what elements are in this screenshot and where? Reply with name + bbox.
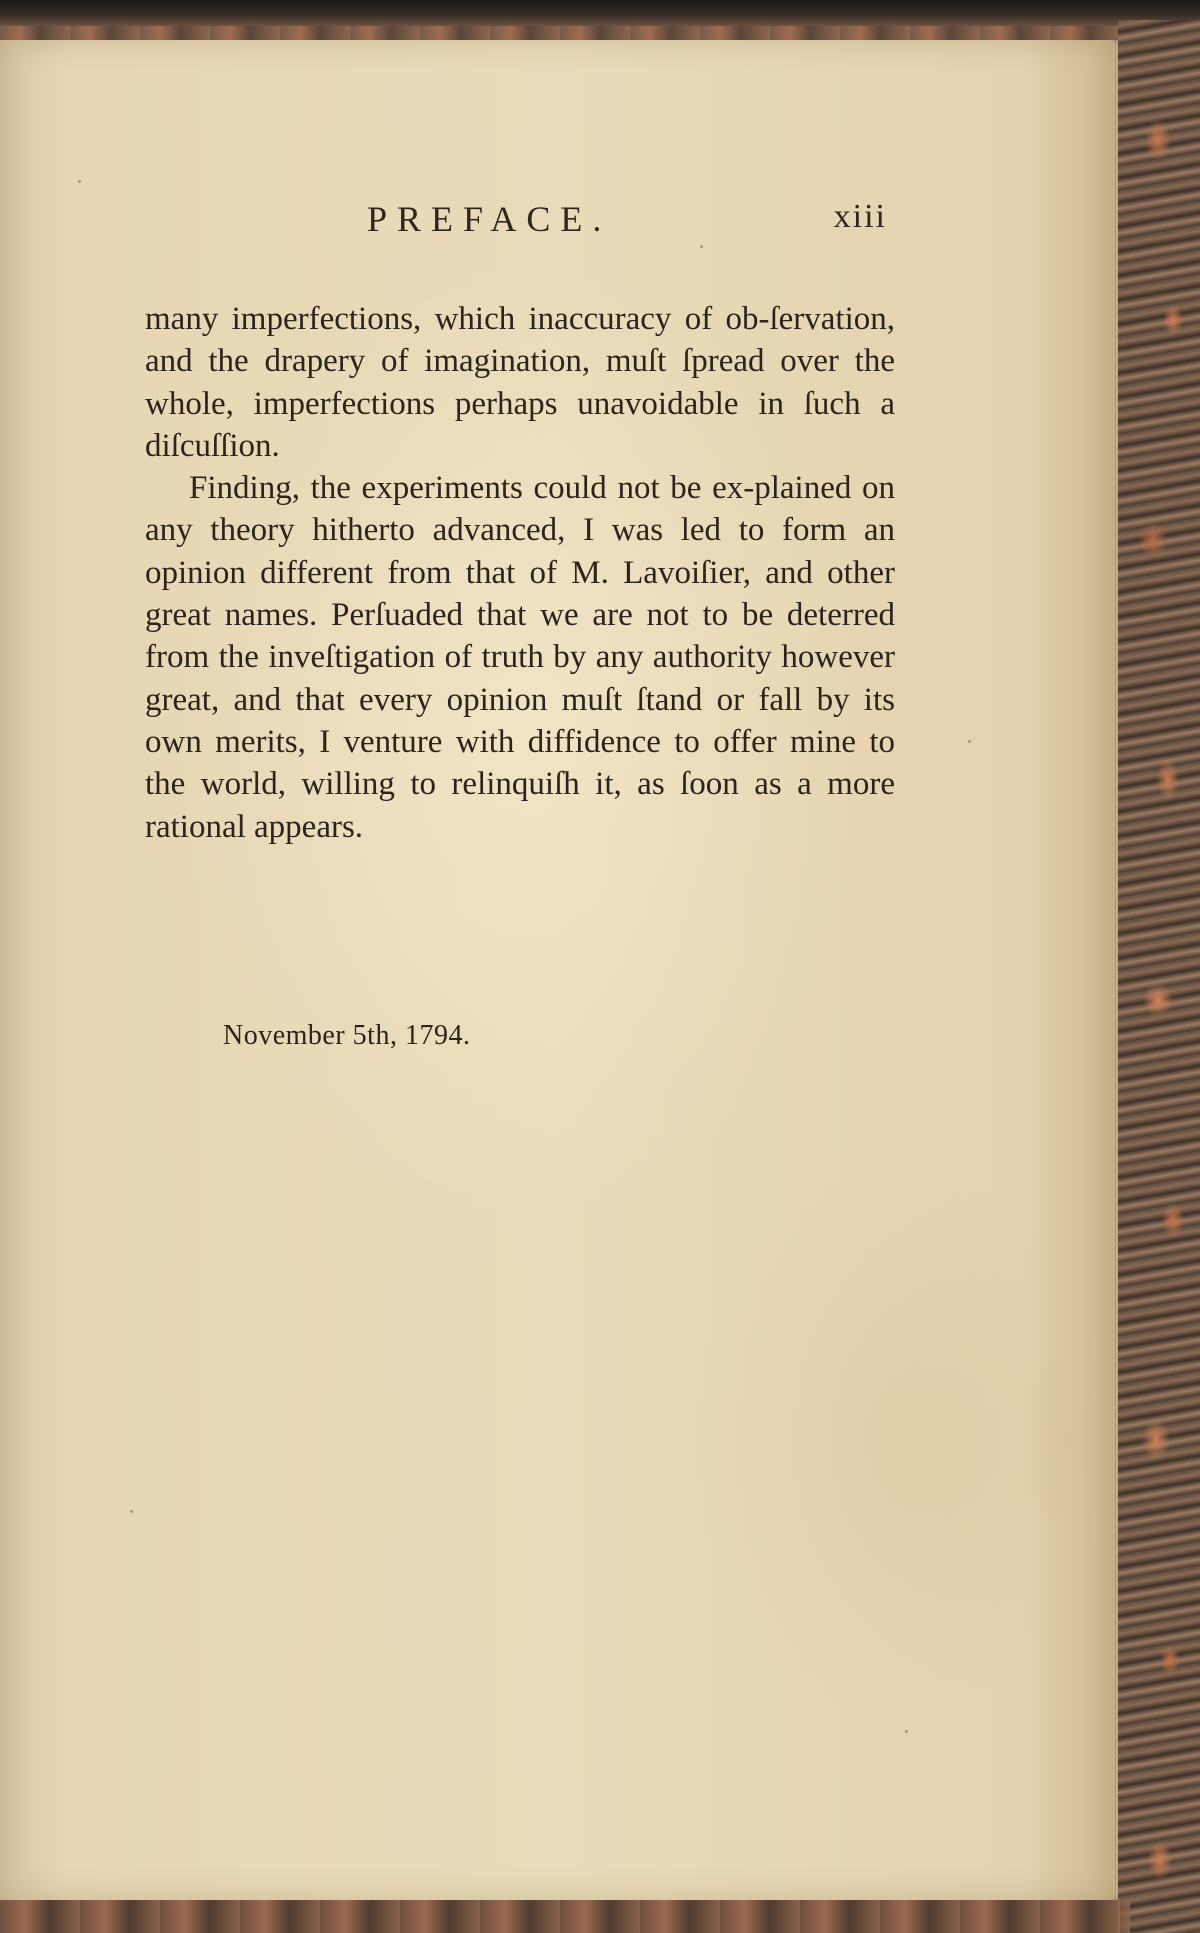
book-top-edge: [0, 0, 1200, 26]
paper-speck: [905, 1730, 908, 1733]
paper-speck: [130, 1510, 133, 1513]
running-head: [145, 198, 887, 258]
page-number: xiii: [833, 198, 887, 235]
paragraph-continued: many imperfections, which inaccuracy of ob-ſervation, and the drapery of imagination, muſt ſpread over the whole, imperfections perhaps unavoidable in ſuch a diſcuſſion.: [145, 301, 895, 464]
paper-speck: [78, 180, 81, 183]
body-text: [145, 298, 895, 848]
dateline: November 5th, 1794.: [223, 1020, 471, 1051]
paper-speck: [968, 740, 971, 743]
cover-edge-bottom: [0, 1900, 1130, 1933]
paragraph: Finding, the experiments could not be ex-plained on any theory hitherto advanced, I was led to form an opinion different from that of M. Lavoiſier, and other great names. Perſuaded that we are not to be deterred from the inveſtigation of truth by any authority however great, and that every opinion muſt ſtand or fall by its own merits, I venture with diffidence to offer mine to the world, willing to relinquiſh it, as ſoon as a more rational appears.: [145, 470, 895, 845]
marbled-cover: [1118, 20, 1200, 1933]
page-leaf: [0, 40, 1114, 1900]
paper-speck: [700, 245, 703, 248]
running-title: PREFACE.: [367, 199, 612, 239]
cover-edge-top: [0, 26, 1130, 40]
